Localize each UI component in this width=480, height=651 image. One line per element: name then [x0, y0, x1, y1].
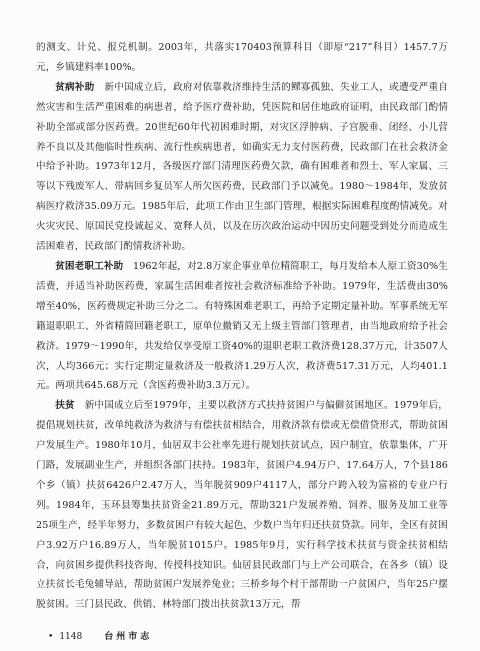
paragraph-poverty-medical-aid — [36, 78, 448, 257]
section-heading: 扶贫 — [55, 400, 75, 412]
paragraph-text: 的测支、计兑、报兑机制。2003年，共落实170403预算科目（即原“217”科目）1457.7万元，乡镇建料率100%。 — [36, 42, 448, 73]
section-heading: 贫病补助 — [55, 81, 95, 93]
paragraph-funding-continued — [36, 38, 448, 78]
paragraph-text: 新中国成立后至1979年，主要以救济方式扶持贫困户与偏僻贫困地区。1979年后，提倡规划扶贫，改单纯救济为救济与有偿扶贫相结合，用救济款有偿或无偿借贷形式，帮助贫困户发展生产。1980年10月，仙居双丰公社率先进行规划扶贫试点，因户制宜，依靠集体，广开门路，发展副业生产，并组织各部门扶持。1983年，贫困户4.94万户、17.64万人，7个县186个乡（镇）扶贫6426户2.47万人，当年脱贫909户4117人，部分户跨入较为富裕的专业户行列。1984年，玉环县筹集扶贫资金21.89万元，帮助321户发展养殖、饲养、服务及加工业等25项生产，经半年努力，多数贫困户有较大起色，少数户当年归还扶贫贷款。同年，全区有贫困户3.92万户16.89万人，当年脱贫1015户。1985年9月，实行科学技术扶贫与资金扶贫相结合，向贫困乡提供科技咨询、传授科技知识。仙居县民政部门与上产公司联合，在各乡（镇）设立扶贫长毛兔辅导站，帮助贫困户发展养兔业；三桥乡每个村干部帮助一户贫困户，当年25户摆脱贫困。三门县民政、供销、林特部门拨出扶贫款13万元，帮 — [36, 400, 448, 611]
page-footer — [48, 629, 152, 642]
book-title: 台州市志 — [104, 632, 153, 642]
paragraph-text: 新中国成立后，政府对依靠救济维持生活的鳏寡孤独、失业工人，或遭受严重自然灾害和生活严重困难的病患者，给予医疗费补助，凭医院和居住地政府证明，由民政部门酌情补助全部或部分医药费。20世纪60年代初困难时期，对灾区浮肿病、子宫脱垂、闭经、小儿营养不良以及其他临时性疾病、流行性疾病患者，如确实无力支付医药费，民政部门在社会救济金中给予补助。1973年12月，各级医疗部门清理医药费欠款，确有困难者和烈士、军人家属、三等以下残废军人、带病回乡复员军人所欠医药费，民政部门予以减免。1980～1984年，发放贫病医疗救济35.09万元。1985年后，此项工作由卫生部门管理，根据实际困难程度酌情减免。对火灾灾民、原国民党投诚起义、宽释人员，以及在历次政治运动中因历史问题受到处分而造成生活困难者，民政部门酌情救济补助。 — [36, 81, 448, 253]
page-number: 1148 — [59, 632, 83, 642]
paragraph-text: 1962年起，对2.8万家企事业单位精简职工，每月发给本人原工资30%生活费，并适当补助医药费，家属生活困难者按社会救济标准给予补助。1979年，生活费由30%增至40%，医药费规定补助三分之二。有特殊困难老职工，再给予定期定量补助。军事系统无军籍退职职工、外省精简回籍老职工，原单位撤销又无上级主管部门管理者，由当地政府给予社会救济。1979～1990年，共发给仅享受原工资40%的退职老职工救济费128.37万元，计3507人次，人均366元；实行定期定量救济及一般救济1.29万人次，救济费517.31万元，人均401.1元。两项共645.68万元（含医药费补助3.3万元）。 — [36, 260, 448, 392]
section-heading: 贫困老职工补助 — [55, 260, 124, 272]
page-body — [36, 38, 448, 615]
footer-bullet: • — [48, 632, 54, 642]
paragraph-retired-worker-aid — [36, 257, 448, 396]
paragraph-poverty-relief — [36, 396, 448, 615]
